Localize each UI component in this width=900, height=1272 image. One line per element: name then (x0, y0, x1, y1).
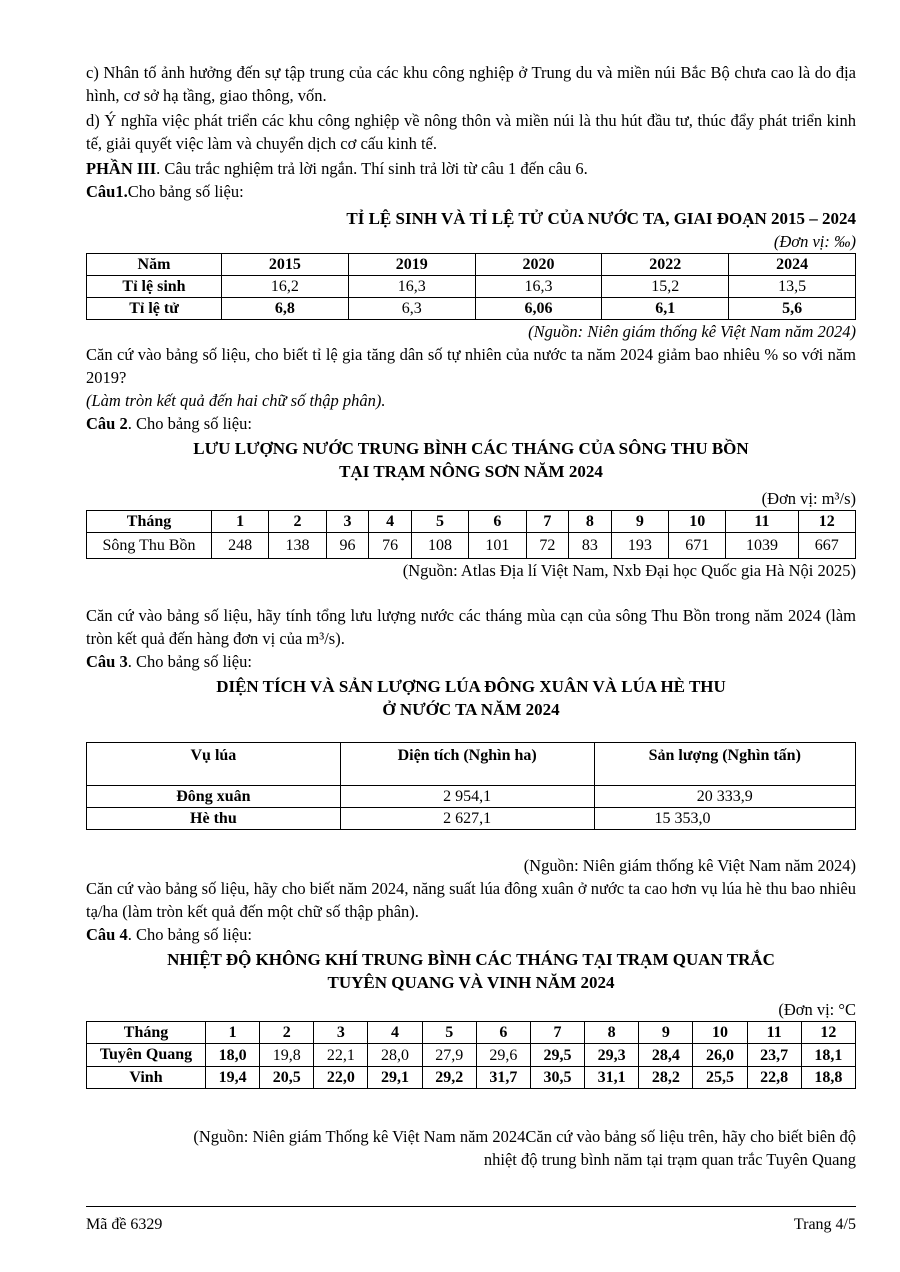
header-cell: 5 (411, 511, 468, 533)
table-cell: 1039 (726, 533, 798, 559)
header-cell: Năm (87, 254, 222, 276)
q1-heading (86, 180, 856, 203)
table-cell: 19,8 (260, 1044, 314, 1067)
q4-title-line1: NHIỆT ĐỘ KHÔNG KHÍ TRUNG BÌNH CÁC THÁNG TẠI TRẠM QUAN TRẮC (167, 950, 775, 969)
q4-label: Câu 4 (86, 925, 128, 944)
header-cell: 11 (747, 1022, 801, 1044)
q2-title-line2: TẠI TRẠM NÔNG SƠN NĂM 2024 (339, 462, 603, 481)
table-row (87, 786, 856, 808)
q2-label: Câu 2 (86, 414, 128, 433)
table-row (87, 1067, 856, 1089)
header-cell: 2019 (348, 254, 475, 276)
q1-table (86, 253, 856, 320)
q4-title-line2: TUYÊN QUANG VÀ VINH NĂM 2024 (327, 973, 615, 992)
table-cell: 18,1 (801, 1044, 855, 1067)
table-cell: 83 (569, 533, 612, 559)
row-label: Sông Thu Bồn (87, 533, 212, 559)
q3-title-line1: DIỆN TÍCH VÀ SẢN LƯỢNG LÚA ĐÔNG XUÂN VÀ LÚA HÈ THU (216, 677, 726, 696)
table-cell: 15 353,0 (594, 808, 855, 830)
table-header-row (87, 743, 856, 786)
q3-source: (Nguồn: Niên giám thống kê Việt Nam năm 2024) (523, 856, 856, 875)
q3-heading (86, 650, 856, 673)
table-header-row (87, 511, 856, 533)
q1-title: TỈ LỆ SINH VÀ TỈ LỆ TỬ CỦA NƯỚC TA, GIAI ĐOẠN 2015 – 2024 (346, 209, 856, 228)
table-cell: 15,2 (602, 276, 729, 298)
table-cell: 22,0 (314, 1067, 368, 1089)
header-cell: 2020 (475, 254, 602, 276)
table-row (87, 276, 856, 298)
table-cell: 671 (669, 533, 726, 559)
table-cell: 193 (611, 533, 668, 559)
table-cell: 31,1 (585, 1067, 639, 1089)
header-cell: 6 (476, 1022, 530, 1044)
table-cell: 20 333,9 (594, 786, 855, 808)
table-row (87, 533, 856, 559)
q3-lead: . Cho bảng số liệu: (127, 652, 252, 671)
exam-code: Mã đề 6329 (86, 1216, 163, 1233)
row-label: Tỉ lệ tử (87, 298, 222, 320)
header-cell: 5 (422, 1022, 476, 1044)
q2-lead: . Cho bảng số liệu: (127, 414, 252, 433)
q1-label: Câu1. (86, 182, 128, 201)
table-header-row (87, 1022, 856, 1044)
table-cell: 29,3 (585, 1044, 639, 1067)
header-cell: 12 (798, 511, 855, 533)
table-cell: 30,5 (530, 1067, 584, 1089)
table-header-row (87, 254, 856, 276)
table-cell: 28,4 (639, 1044, 693, 1067)
table-cell: 22,1 (314, 1044, 368, 1067)
page-number: Trang 4/5 (793, 1216, 856, 1233)
header-cell: 1 (206, 1022, 260, 1044)
header-cell: Tháng (87, 511, 212, 533)
table-cell: 5,6 (729, 298, 856, 320)
table-cell: 18,0 (206, 1044, 260, 1067)
q1-lead: Cho bảng số liệu: (127, 182, 244, 201)
table-cell: 16,3 (348, 276, 475, 298)
q2-unit: (Đơn vị: m³/s) (761, 489, 856, 508)
table-row (87, 1044, 856, 1067)
part-heading (86, 157, 856, 180)
header-cell: 2022 (602, 254, 729, 276)
header-cell: 7 (526, 511, 569, 533)
header-cell: Tháng (87, 1022, 206, 1044)
row-label: Tỉ lệ sinh (87, 276, 222, 298)
table-cell: 6,1 (602, 298, 729, 320)
header-cell: 4 (368, 1022, 422, 1044)
q4-lead: . Cho bảng số liệu: (127, 925, 252, 944)
table-cell: 25,5 (693, 1067, 747, 1089)
table-cell: 16,2 (222, 276, 349, 298)
header-cell: 3 (314, 1022, 368, 1044)
q2-table (86, 510, 856, 559)
q2-heading (86, 412, 856, 435)
q2-question: Căn cứ vào bảng số liệu, hãy tính tổng lưu lượng nước các tháng mùa cạn của sông Thu Bồn trong năm 2024 (làm tròn kết quả đến hàng đơn vị của m³/s). (86, 606, 856, 648)
header-cell: 2 (260, 1022, 314, 1044)
header-cell: 10 (669, 511, 726, 533)
row-label: Vinh (87, 1067, 206, 1089)
header-cell: 2024 (729, 254, 856, 276)
q3-label: Câu 3 (86, 652, 128, 671)
header-cell: 2015 (222, 254, 349, 276)
table-cell: 96 (326, 533, 369, 559)
table-cell: 26,0 (693, 1044, 747, 1067)
table-cell: 108 (411, 533, 468, 559)
header-cell: 12 (801, 1022, 855, 1044)
q3-table (86, 742, 856, 830)
q1-question: Căn cứ vào bảng số liệu, cho biết tỉ lệ gia tăng dân số tự nhiên của nước ta năm 2024 giảm bao nhiêu % so với năm 2019? (86, 345, 856, 387)
table-cell: 20,5 (260, 1067, 314, 1089)
q1-source: (Nguồn: Niên giám thống kê Việt Nam năm 2024) (528, 322, 856, 341)
q4-table (86, 1021, 856, 1089)
part-text: . Câu trắc nghiệm trả lời ngắn. Thí sinh trả lời từ câu 1 đến câu 6. (156, 159, 588, 178)
q4-tail-line1: (Nguồn: Niên giám Thống kê Việt Nam năm 2024Căn cứ vào bảng số liệu trên, hãy cho biết biên độ (193, 1127, 856, 1146)
table-cell: 29,2 (422, 1067, 476, 1089)
header-cell: 2 (269, 511, 326, 533)
row-label: Tuyên Quang (87, 1044, 206, 1067)
table-cell: 19,4 (206, 1067, 260, 1089)
header-cell: Diện tích (Nghìn ha) (340, 743, 594, 786)
table-cell: 13,5 (729, 276, 856, 298)
header-cell: 8 (569, 511, 612, 533)
table-cell: 2 627,1 (340, 808, 594, 830)
header-cell: 1 (212, 511, 269, 533)
table-cell: 29,5 (530, 1044, 584, 1067)
table-cell: 31,7 (476, 1067, 530, 1089)
page-footer (86, 1206, 856, 1236)
header-cell: 4 (369, 511, 412, 533)
table-cell: 6,8 (222, 298, 349, 320)
table-cell: 138 (269, 533, 326, 559)
q4-tail-line2: nhiệt độ trung bình năm tại trạm quan trắc Tuyên Quang (483, 1150, 856, 1169)
header-cell: 7 (530, 1022, 584, 1044)
q1-unit: (Đơn vị: ‰) (773, 232, 856, 251)
statement-c: c) Nhân tố ảnh hưởng đến sự tập trung của các khu công nghiệp ở Trung du và miền núi Bắc Bộ chưa cao là do địa hình, cơ sở hạ tầng, giao thông, vốn. (86, 63, 856, 105)
table-cell: 28,0 (368, 1044, 422, 1067)
q3-title-line2: Ở NƯỚC TA NĂM 2024 (382, 700, 560, 719)
table-cell: 18,8 (801, 1067, 855, 1089)
q4-heading (86, 923, 856, 946)
table-cell: 23,7 (747, 1044, 801, 1067)
table-cell: 2 954,1 (340, 786, 594, 808)
q1-note: (Làm tròn kết quả đến hai chữ số thập phân). (86, 391, 386, 410)
q2-title-line1: LƯU LƯỢNG NƯỚC TRUNG BÌNH CÁC THÁNG CỦA SÔNG THU BỒN (193, 439, 749, 458)
q4-unit: (Đơn vị: °C (778, 1000, 856, 1019)
table-cell: 6,06 (475, 298, 602, 320)
table-cell: 29,1 (368, 1067, 422, 1089)
row-label: Đông xuân (87, 786, 341, 808)
table-row (87, 808, 856, 830)
table-cell: 76 (369, 533, 412, 559)
header-cell: 9 (611, 511, 668, 533)
table-cell: 667 (798, 533, 855, 559)
table-cell: 22,8 (747, 1067, 801, 1089)
table-cell: 29,6 (476, 1044, 530, 1067)
q3-question: Căn cứ vào bảng số liệu, hãy cho biết năm 2024, năng suất lúa đông xuân ở nước ta cao hơn vụ lúa hè thu bao nhiêu tạ/ha (làm tròn kết quả đến một chữ số thập phân). (86, 879, 856, 921)
header-cell: 9 (639, 1022, 693, 1044)
statement-d: d) Ý nghĩa việc phát triển các khu công nghiệp về nông thôn và miền núi là thu hút đầu tư, thúc đẩy phát triển kinh tế, giải quyết việc làm và chuyển dịch cơ cấu kinh tế. (86, 111, 856, 153)
header-cell: 3 (326, 511, 369, 533)
q2-source: (Nguồn: Atlas Địa lí Việt Nam, Nxb Đại học Quốc gia Hà Nội 2025) (402, 561, 856, 580)
part-label: PHẦN III (86, 159, 157, 178)
header-cell: 8 (585, 1022, 639, 1044)
table-row (87, 298, 856, 320)
table-cell: 27,9 (422, 1044, 476, 1067)
table-cell: 72 (526, 533, 569, 559)
table-cell: 28,2 (639, 1067, 693, 1089)
table-cell: 101 (469, 533, 526, 559)
table-cell: 248 (212, 533, 269, 559)
header-cell: Sản lượng (Nghìn tấn) (594, 743, 855, 786)
table-cell: 16,3 (475, 276, 602, 298)
header-cell: 6 (469, 511, 526, 533)
row-label: Hè thu (87, 808, 341, 830)
header-cell: Vụ lúa (87, 743, 341, 786)
table-cell: 6,3 (348, 298, 475, 320)
header-cell: 11 (726, 511, 798, 533)
header-cell: 10 (693, 1022, 747, 1044)
